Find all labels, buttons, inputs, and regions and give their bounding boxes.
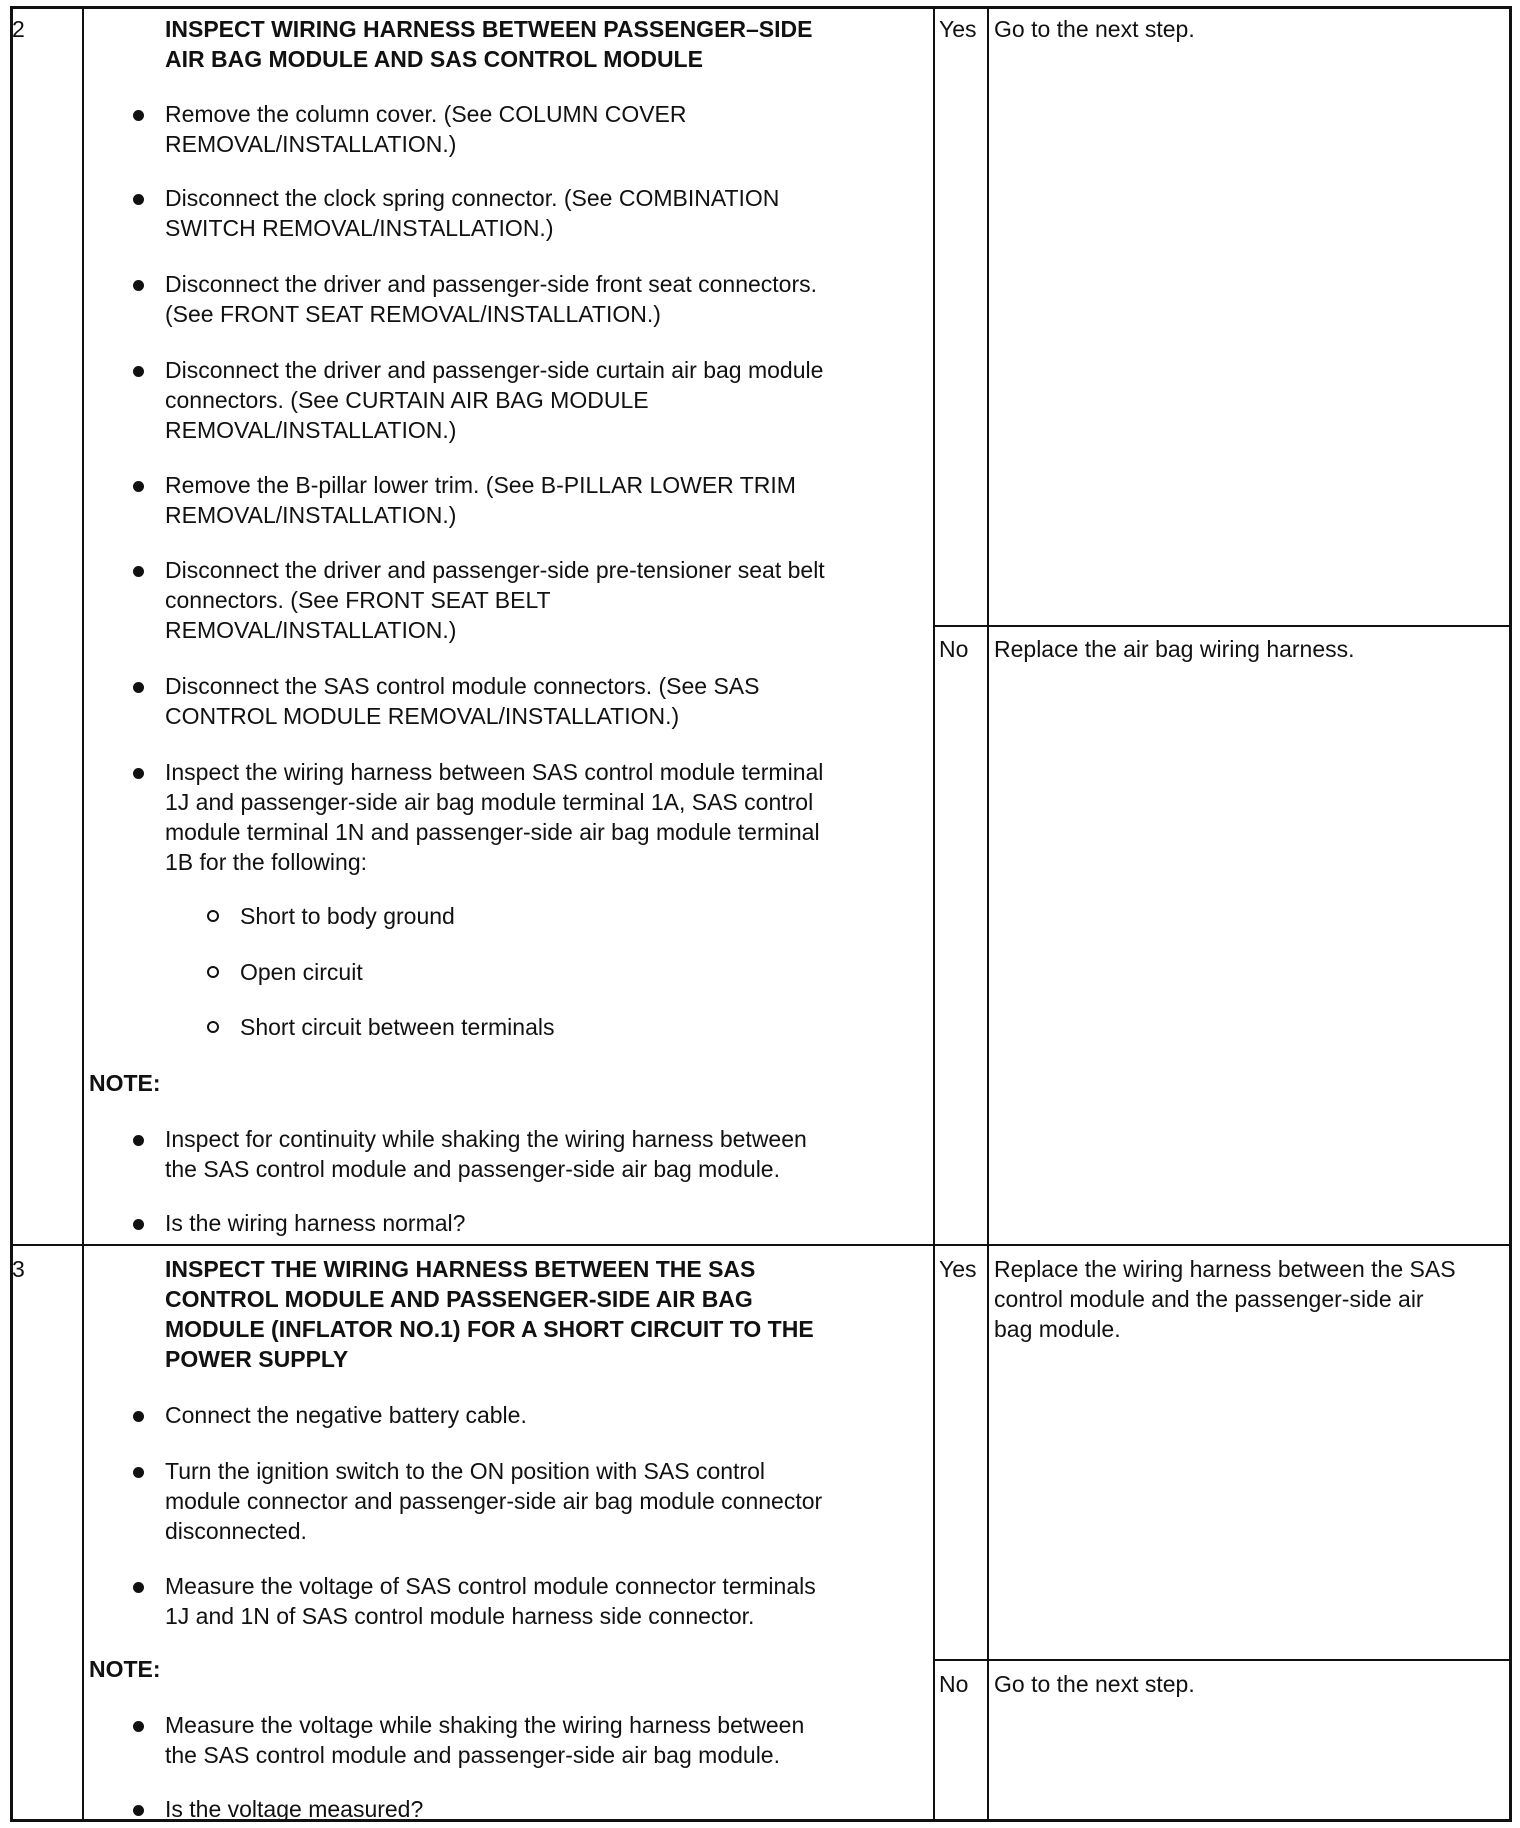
bullet-icon [133, 1805, 144, 1816]
bullet-icon [133, 1582, 144, 1593]
instruction-line: module terminal 1N and passenger-side air bag module terminal [165, 819, 820, 845]
note-line: the SAS control module and passenger-side air bag module. [165, 1156, 780, 1182]
step-heading-line: MODULE (INFLATOR NO.1) FOR A SHORT CIRCUIT TO THE [165, 1316, 814, 1342]
sub-bullet-icon [207, 966, 219, 978]
instruction-line: connectors. (See FRONT SEAT BELT [165, 587, 551, 613]
bullet-icon [133, 1467, 144, 1478]
instruction-line: 1B for the following: [165, 849, 368, 875]
step-heading-line: CONTROL MODULE AND PASSENGER-SIDE AIR BAG [165, 1286, 753, 1312]
yes-label: Yes [939, 16, 977, 42]
step-number: 3 [12, 1256, 25, 1282]
instruction-line: Connect the negative battery cable. [165, 1402, 527, 1428]
step3-yes-no-divider [933, 1659, 1512, 1661]
bullet-icon [133, 280, 144, 291]
yes-action-line: Replace the wiring harness between the SAS [994, 1256, 1456, 1282]
yes-action-line: control module and the passenger-side air [994, 1286, 1424, 1312]
step-heading-line: INSPECT WIRING HARNESS BETWEEN PASSENGER–SIDE [165, 16, 813, 42]
bullet-icon [133, 366, 144, 377]
instruction-line: 1J and passenger-side air bag module terminal 1A, SAS control [165, 789, 814, 815]
row-divider-step3 [10, 1244, 1512, 1246]
instruction-line: Disconnect the driver and passenger-side front seat connectors. [165, 271, 818, 297]
bullet-icon [133, 566, 144, 577]
bullet-icon [133, 1219, 144, 1230]
instruction-line: (See FRONT SEAT REMOVAL/INSTALLATION.) [165, 301, 661, 327]
step-number: 2 [12, 16, 25, 42]
bullet-icon [133, 110, 144, 121]
note-line: Is the wiring harness normal? [165, 1210, 466, 1236]
sub-instruction-line: Short circuit between terminals [240, 1014, 555, 1040]
instruction-line: REMOVAL/INSTALLATION.) [165, 131, 457, 157]
instruction-line: Inspect the wiring harness between SAS control module terminal [165, 759, 824, 785]
instruction-line: connectors. (See CURTAIN AIR BAG MODULE [165, 387, 649, 413]
yes-action-line: Go to the next step. [994, 16, 1195, 42]
instruction-line: SWITCH REMOVAL/INSTALLATION.) [165, 215, 554, 241]
bullet-icon [133, 1135, 144, 1146]
instruction-line: Disconnect the driver and passenger-side curtain air bag module [165, 357, 824, 383]
column-divider-step [82, 6, 84, 1822]
instruction-line: 1J and 1N of SAS control module harness side connector. [165, 1603, 755, 1629]
bullet-icon [133, 768, 144, 779]
note-line: Is the voltage measured? [165, 1796, 424, 1822]
sub-instruction-line: Short to body ground [240, 903, 455, 929]
step2-yes-no-divider [933, 625, 1512, 627]
column-divider-action [987, 6, 989, 1822]
instruction-line: Turn the ignition switch to the ON position with SAS control [165, 1458, 765, 1484]
instruction-line: REMOVAL/INSTALLATION.) [165, 502, 457, 528]
sub-instruction-line: Open circuit [240, 959, 363, 985]
sub-bullet-icon [207, 1021, 219, 1033]
step-heading-line: INSPECT THE WIRING HARNESS BETWEEN THE SAS [165, 1256, 756, 1282]
bullet-icon [133, 194, 144, 205]
column-divider-result [933, 6, 935, 1822]
bullet-icon [133, 481, 144, 492]
instruction-line: Disconnect the clock spring connector. (See COMBINATION [165, 185, 780, 211]
bullet-icon [133, 1721, 144, 1732]
no-label: No [939, 1671, 969, 1697]
yes-label: Yes [939, 1256, 977, 1282]
sub-bullet-icon [207, 910, 219, 922]
step-heading-line: AIR BAG MODULE AND SAS CONTROL MODULE [165, 46, 703, 72]
yes-action-line: bag module. [994, 1316, 1121, 1342]
note-line: the SAS control module and passenger-side air bag module. [165, 1742, 780, 1768]
instruction-line: Disconnect the driver and passenger-side pre-tensioner seat belt [165, 557, 825, 583]
instruction-line: REMOVAL/INSTALLATION.) [165, 417, 457, 443]
note-line: Inspect for continuity while shaking the wiring harness between [165, 1126, 807, 1152]
instruction-line: disconnected. [165, 1518, 307, 1544]
instruction-line: Measure the voltage of SAS control module connector terminals [165, 1573, 816, 1599]
note-line: Measure the voltage while shaking the wiring harness between [165, 1712, 805, 1738]
no-action-line: Replace the air bag wiring harness. [994, 636, 1355, 662]
instruction-line: REMOVAL/INSTALLATION.) [165, 617, 457, 643]
instruction-line: CONTROL MODULE REMOVAL/INSTALLATION.) [165, 703, 680, 729]
instruction-line: Remove the column cover. (See COLUMN COVER [165, 101, 687, 127]
instruction-line: Remove the B-pillar lower trim. (See B-PILLAR LOWER TRIM [165, 472, 796, 498]
step-heading-line: POWER SUPPLY [165, 1346, 349, 1372]
no-action-line: Go to the next step. [994, 1671, 1195, 1697]
instruction-line: Disconnect the SAS control module connectors. (See SAS [165, 673, 760, 699]
no-label: No [939, 636, 969, 662]
instruction-line: module connector and passenger-side air bag module connector [165, 1488, 823, 1514]
bullet-icon [133, 1411, 144, 1422]
note-label: NOTE: [89, 1070, 161, 1096]
bullet-icon [133, 682, 144, 693]
note-label: NOTE: [89, 1656, 161, 1682]
